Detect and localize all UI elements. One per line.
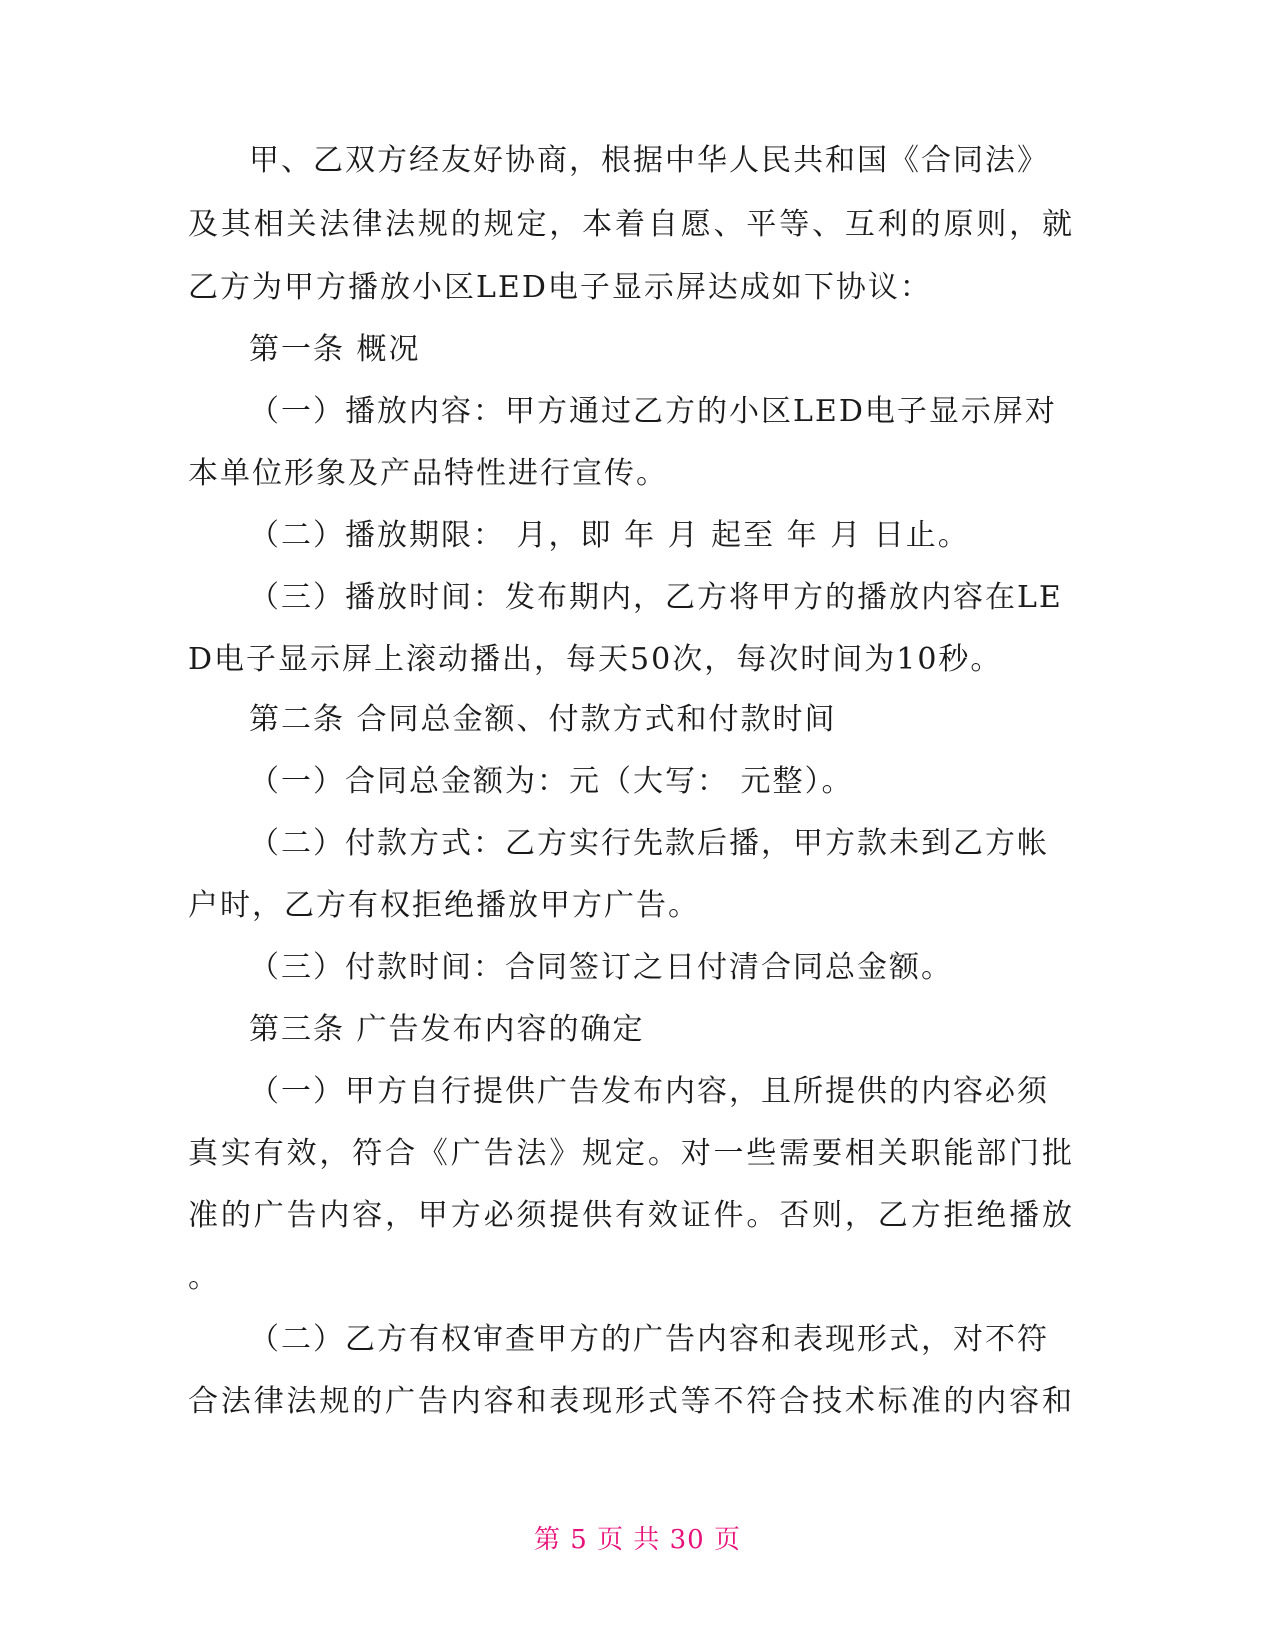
paragraph-line: 准的广告内容，甲方必须提供有效证件。否则，乙方拒绝播放 bbox=[188, 1198, 1074, 1233]
footer-suffix: 页 bbox=[713, 1525, 741, 1555]
footer-prefix: 第 bbox=[534, 1525, 562, 1555]
paragraph-line: （二）乙方有权审查甲方的广告内容和表现形式，对不符 bbox=[249, 1322, 1049, 1357]
paragraph-line: （二）播放期限： 月，即 年 月 起至 年 月 日止。 bbox=[249, 518, 970, 553]
paragraph-line: 真实有效，符合《广告法》规定。对一些需要相关职能部门批 bbox=[188, 1136, 1074, 1171]
paragraph-line: 及其相关法律法规的规定，本着自愿、平等、互利的原则，就 bbox=[188, 207, 1074, 242]
paragraph-line: 合法律法规的广告内容和表现形式等不符合技术标准的内容和 bbox=[188, 1384, 1074, 1419]
article-heading: 第二条 合同总金额、付款方式和付款时间 bbox=[249, 702, 837, 737]
paragraph-line: （一）合同总金额为：元（大写： 元整）。 bbox=[249, 764, 854, 799]
paragraph-line: 。 bbox=[188, 1260, 220, 1295]
paragraph-line: 户时，乙方有权拒绝播放甲方广告。 bbox=[188, 888, 700, 923]
paragraph-line: 乙方为甲方播放小区LED电子显示屏达成如下协议： bbox=[188, 270, 932, 305]
footer-middle: 页 共 bbox=[597, 1525, 661, 1555]
article-heading: 第三条 广告发布内容的确定 bbox=[249, 1012, 645, 1047]
footer-total-pages: 30 bbox=[669, 1525, 705, 1555]
page-footer bbox=[0, 1524, 1275, 1556]
footer-current-page: 5 bbox=[570, 1525, 588, 1555]
article-heading: 第一条 概况 bbox=[249, 332, 421, 367]
paragraph-line: （一）播放内容：甲方通过乙方的小区LED电子显示屏对 bbox=[249, 394, 1057, 429]
paragraph-line: （三）付款时间：合同签订之日付清合同总金额。 bbox=[249, 950, 953, 985]
paragraph-line: 本单位形象及产品特性进行宣传。 bbox=[188, 456, 668, 491]
paragraph-line: （一）甲方自行提供广告发布内容，且所提供的内容必须 bbox=[249, 1074, 1049, 1109]
paragraph-line: D电子显示屏上滚动播出，每天50次，每次时间为10秒。 bbox=[188, 642, 1003, 677]
paragraph-line: 甲、乙双方经友好协商，根据中华人民共和国《合同法》 bbox=[249, 143, 1049, 178]
paragraph-line: （二）付款方式：乙方实行先款后播，甲方款未到乙方帐 bbox=[249, 826, 1049, 861]
paragraph-line: （三）播放时间：发布期内，乙方将甲方的播放内容在LE bbox=[249, 580, 1063, 615]
